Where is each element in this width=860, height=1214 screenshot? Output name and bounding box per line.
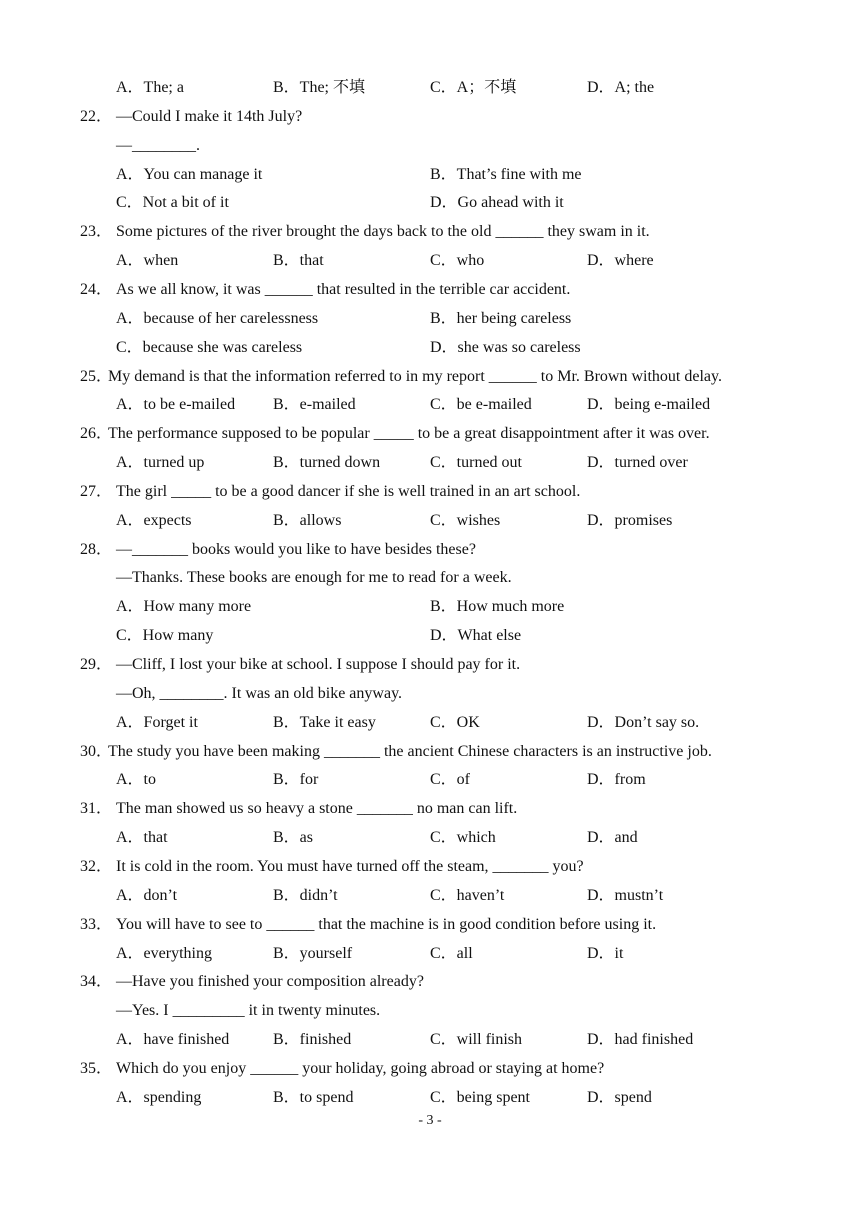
answer-option: C．of (430, 771, 471, 788)
answer-option: B．Take it easy (273, 714, 376, 731)
answer-option: D．What else (430, 627, 522, 644)
answer-option: B．didn’t (273, 887, 338, 904)
answer-option: D．Go ahead with it (430, 194, 564, 211)
question-text: You will have to see to ______ that the machine is in good condition before using it. (116, 916, 657, 933)
question-text: —_______ books would you like to have besides these? (116, 541, 476, 558)
answer-option: B．The; 不填 (273, 79, 365, 96)
answer-option: A．turned up (116, 454, 205, 471)
answer-option: D．being e-mailed (587, 396, 711, 413)
answer-option: D．promises (587, 512, 673, 529)
question-number: 29． (80, 656, 113, 673)
question-number: 25． (80, 368, 113, 385)
answer-option: D．turned over (587, 454, 688, 471)
question-number: 30． (80, 743, 113, 760)
dialogue-line: —________. (116, 137, 200, 154)
answer-option: B．e-mailed (273, 396, 356, 413)
answer-option: C．A；不填 (430, 79, 517, 96)
answer-option: A．expects (116, 512, 192, 529)
answer-option: B．finished (273, 1031, 352, 1048)
question-text: —Have you finished your composition already? (116, 973, 424, 990)
answer-option: A．The; a (116, 79, 184, 96)
answer-option: D．spend (587, 1089, 652, 1106)
answer-option: B．allows (273, 512, 342, 529)
answer-option: B．to spend (273, 1089, 354, 1106)
dialogue-line: —Yes. I _________ it in twenty minutes. (116, 1002, 381, 1019)
answer-option: B．her being careless (430, 310, 572, 327)
answer-option: C．because she was careless (116, 339, 303, 356)
answer-option: C．being spent (430, 1089, 530, 1106)
answer-option: C．will finish (430, 1031, 523, 1048)
answer-option: D．mustn’t (587, 887, 664, 904)
answer-option: A．that (116, 829, 168, 846)
page-number: - 3 - (418, 1113, 442, 1128)
answer-option: A．everything (116, 945, 212, 962)
question-number: 35． (80, 1060, 113, 1077)
question-text: —Cliff, I lost your bike at school. I suppose I should pay for it. (116, 656, 521, 673)
answer-option: C．How many (116, 627, 214, 644)
answer-option: C．turned out (430, 454, 522, 471)
answer-option: D．Don’t say so. (587, 714, 700, 731)
question-number: 34． (80, 973, 113, 990)
answer-option: A．How many more (116, 598, 252, 615)
answer-option: A．Forget it (116, 714, 198, 731)
answer-option: A．don’t (116, 887, 178, 904)
answer-option: C．who (430, 252, 485, 269)
answer-option: C．OK (430, 714, 480, 731)
question-text: The man showed us so heavy a stone _______ no man can lift. (116, 800, 518, 817)
question-number: 22． (80, 108, 113, 125)
question-number: 27． (80, 483, 113, 500)
answer-option: C．which (430, 829, 496, 846)
answer-option: C．be e-mailed (430, 396, 532, 413)
answer-option: A．have finished (116, 1031, 230, 1048)
answer-option: B．How much more (430, 598, 565, 615)
answer-option: C．haven’t (430, 887, 505, 904)
question-text: The study you have been making _______ the ancient Chinese characters is an instructive job. (108, 743, 712, 760)
dialogue-line: —Oh, ________. It was an old bike anyway. (116, 685, 403, 702)
question-text: The girl _____ to be a good dancer if she is well trained in an art school. (116, 483, 581, 500)
question-number: 31． (80, 800, 113, 817)
answer-option: C．all (430, 945, 473, 962)
answer-option: D．A; the (587, 79, 655, 96)
question-text: It is cold in the room. You must have turned off the steam, _______ you? (116, 858, 584, 875)
question-text: —Could I make it 14th July? (116, 108, 303, 125)
answer-option: B．as (273, 829, 314, 846)
question-number: 32． (80, 858, 113, 875)
question-number: 24． (80, 281, 113, 298)
dialogue-line: —Thanks. These books are enough for me to read for a week. (116, 569, 512, 586)
answer-option: D．from (587, 771, 646, 788)
answer-option: B．for (273, 771, 319, 788)
question-number: 33． (80, 916, 113, 933)
answer-option: B．That’s fine with me (430, 166, 582, 183)
question-text: Which do you enjoy ______ your holiday, going abroad or staying at home? (116, 1060, 605, 1077)
answer-option: A．when (116, 252, 179, 269)
question-text: As we all know, it was ______ that resulted in the terrible car accident. (116, 281, 571, 298)
answer-option: B．yourself (273, 945, 353, 962)
question-text: Some pictures of the river brought the days back to the old ______ they swam in it. (116, 223, 650, 240)
question-number: 28． (80, 541, 113, 558)
question-text: The performance supposed to be popular _____ to be a great disappointment after it was over. (108, 425, 710, 442)
question-number: 23． (80, 223, 113, 240)
answer-option: D．and (587, 829, 638, 846)
answer-option: C．wishes (430, 512, 501, 529)
answer-option: D．she was so careless (430, 339, 581, 356)
answer-option: D．had finished (587, 1031, 694, 1048)
answer-option: D．it (587, 945, 624, 962)
answer-option: B．that (273, 252, 324, 269)
answer-option: A．to (116, 771, 157, 788)
answer-option: A．spending (116, 1089, 202, 1106)
question-text: My demand is that the information referred to in my report ______ to Mr. Brown without delay. (108, 368, 722, 385)
answer-option: A．to be e-mailed (116, 396, 236, 413)
answer-option: A．You can manage it (116, 166, 263, 183)
answer-option: A．because of her carelessness (116, 310, 319, 327)
answer-option: B．turned down (273, 454, 381, 471)
question-number: 26． (80, 425, 113, 442)
answer-option: C．Not a bit of it (116, 194, 229, 211)
answer-option: D．where (587, 252, 654, 269)
